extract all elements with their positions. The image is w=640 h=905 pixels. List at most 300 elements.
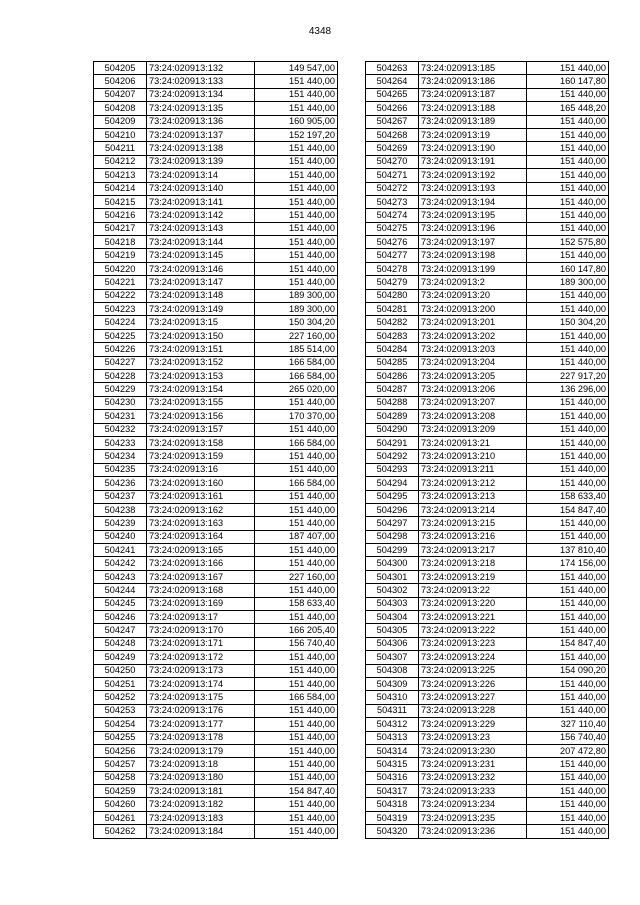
table-row	[366, 718, 609, 731]
row-number: 504299	[366, 544, 419, 557]
cadastral-number: 73:24:020913:205	[419, 369, 527, 382]
row-number: 504300	[366, 557, 419, 570]
row-number: 504251	[94, 677, 147, 690]
table-row	[366, 597, 609, 610]
cadastral-number: 73:24:020913:190	[419, 142, 527, 155]
cadastral-number: 73:24:020913:14	[147, 169, 255, 182]
cadastral-value: 151 440,00	[527, 624, 609, 637]
cadastral-value: 327 110,40	[527, 718, 609, 731]
cadastral-number: 73:24:020913:217	[419, 544, 527, 557]
cadastral-value: 152 575,80	[527, 236, 609, 249]
row-number: 504255	[94, 731, 147, 744]
cadastral-value: 151 440,00	[527, 410, 609, 423]
table-row	[366, 396, 609, 409]
cadastral-value: 151 440,00	[255, 798, 338, 811]
table-row	[94, 289, 338, 302]
cadastral-number: 73:24:020913:170	[147, 624, 255, 637]
cadastral-value: 151 440,00	[527, 169, 609, 182]
cadastral-number: 73:24:020913:144	[147, 236, 255, 249]
cadastral-value: 187 407,00	[255, 530, 338, 543]
row-number: 504211	[94, 142, 147, 155]
row-number: 504221	[94, 276, 147, 289]
cadastral-value: 151 440,00	[255, 825, 338, 838]
table-row	[366, 423, 609, 436]
row-number: 504280	[366, 289, 419, 302]
table-row	[94, 477, 338, 490]
table-row	[94, 128, 338, 141]
cadastral-number: 73:24:020913:151	[147, 343, 255, 356]
cadastral-value: 151 440,00	[255, 209, 338, 222]
cadastral-value: 151 440,00	[255, 155, 338, 168]
cadastral-value: 151 440,00	[527, 62, 609, 75]
table-row	[94, 195, 338, 208]
row-number: 504308	[366, 664, 419, 677]
cadastral-number: 73:24:020913:18	[147, 758, 255, 771]
cadastral-number: 73:24:020913:198	[419, 249, 527, 262]
cadastral-number: 73:24:020913:137	[147, 128, 255, 141]
cadastral-value: 151 440,00	[527, 436, 609, 449]
cadastral-number: 73:24:020913:162	[147, 503, 255, 516]
cadastral-value: 151 440,00	[527, 88, 609, 101]
cadastral-number: 73:24:020913:234	[419, 798, 527, 811]
row-number: 504306	[366, 637, 419, 650]
table-row	[94, 276, 338, 289]
row-number: 504229	[94, 383, 147, 396]
cadastral-number: 73:24:020913:218	[419, 557, 527, 570]
cadastral-value: 151 440,00	[255, 557, 338, 570]
cadastral-number: 73:24:020913:157	[147, 423, 255, 436]
row-number: 504219	[94, 249, 147, 262]
cadastral-value: 151 440,00	[255, 142, 338, 155]
row-number: 504317	[366, 785, 419, 798]
cadastral-number: 73:24:020913:168	[147, 584, 255, 597]
table-row	[366, 329, 609, 342]
table-row	[94, 450, 338, 463]
row-number: 504294	[366, 477, 419, 490]
table-row	[366, 758, 609, 771]
cadastral-value: 151 440,00	[255, 771, 338, 784]
cadastral-value: 151 440,00	[255, 262, 338, 275]
table-row	[94, 329, 338, 342]
table-row	[94, 530, 338, 543]
cadastral-number: 73:24:020913:176	[147, 704, 255, 717]
cadastral-number: 73:24:020913:184	[147, 825, 255, 838]
cadastral-number: 73:24:020913:231	[419, 758, 527, 771]
row-number: 504210	[94, 128, 147, 141]
table-row	[94, 356, 338, 369]
cadastral-value: 265 020,00	[255, 383, 338, 396]
cadastral-number: 73:24:020913:193	[419, 182, 527, 195]
cadastral-number: 73:24:020913:216	[419, 530, 527, 543]
table-row	[94, 771, 338, 784]
row-number: 504233	[94, 436, 147, 449]
row-number: 504260	[94, 798, 147, 811]
row-number: 504265	[366, 88, 419, 101]
cadastral-number: 73:24:020913:233	[419, 785, 527, 798]
table-row	[366, 343, 609, 356]
table-row	[94, 222, 338, 235]
cadastral-value: 151 440,00	[527, 477, 609, 490]
cadastral-value: 166 584,00	[255, 369, 338, 382]
cadastral-value: 156 740,40	[255, 637, 338, 650]
table-row	[94, 102, 338, 115]
table-row	[366, 195, 609, 208]
cadastral-number: 73:24:020913:208	[419, 410, 527, 423]
table-row	[94, 343, 338, 356]
cadastral-value: 160 147,80	[527, 75, 609, 88]
cadastral-number: 73:24:020913:203	[419, 343, 527, 356]
table-row	[366, 369, 609, 382]
parcel-table-right-body	[366, 62, 609, 839]
cadastral-number: 73:24:020913:154	[147, 383, 255, 396]
row-number: 504230	[94, 396, 147, 409]
cadastral-number: 73:24:020913:140	[147, 182, 255, 195]
row-number: 504304	[366, 611, 419, 624]
table-row	[94, 369, 338, 382]
row-number: 504263	[366, 62, 419, 75]
cadastral-number: 73:24:020913:169	[147, 597, 255, 610]
table-row	[94, 825, 338, 838]
cadastral-number: 73:24:020913:204	[419, 356, 527, 369]
table-row	[366, 530, 609, 543]
cadastral-value: 189 300,00	[255, 303, 338, 316]
cadastral-number: 73:24:020913:228	[419, 704, 527, 717]
cadastral-number: 73:24:020913:185	[419, 62, 527, 75]
row-number: 504320	[366, 825, 419, 838]
cadastral-value: 149 547,00	[255, 62, 338, 75]
table-row	[94, 88, 338, 101]
page-number: 4348	[308, 26, 332, 37]
cadastral-number: 73:24:020913:161	[147, 490, 255, 503]
cadastral-number: 73:24:020913:236	[419, 825, 527, 838]
table-row	[366, 436, 609, 449]
cadastral-number: 73:24:020913:158	[147, 436, 255, 449]
cadastral-value: 151 440,00	[527, 195, 609, 208]
cadastral-value: 151 440,00	[255, 463, 338, 476]
table-row	[366, 249, 609, 262]
table-row	[94, 597, 338, 610]
table-row	[366, 825, 609, 838]
row-number: 504279	[366, 276, 419, 289]
cadastral-value: 151 440,00	[527, 517, 609, 530]
row-number: 504258	[94, 771, 147, 784]
table-row	[366, 102, 609, 115]
row-number: 504241	[94, 544, 147, 557]
cadastral-value: 151 440,00	[255, 651, 338, 664]
table-row	[366, 303, 609, 316]
row-number: 504290	[366, 423, 419, 436]
cadastral-value: 151 440,00	[255, 544, 338, 557]
row-number: 504215	[94, 195, 147, 208]
cadastral-value: 151 440,00	[255, 222, 338, 235]
row-number: 504282	[366, 316, 419, 329]
cadastral-value: 158 633,40	[527, 490, 609, 503]
cadastral-value: 165 448,20	[527, 102, 609, 115]
cadastral-value: 151 440,00	[255, 182, 338, 195]
cadastral-number: 73:24:020913:209	[419, 423, 527, 436]
row-number: 504224	[94, 316, 147, 329]
row-number: 504275	[366, 222, 419, 235]
table-row	[94, 503, 338, 516]
table-row	[366, 463, 609, 476]
table-row	[366, 611, 609, 624]
row-number: 504218	[94, 236, 147, 249]
table-row	[94, 142, 338, 155]
row-number: 504245	[94, 597, 147, 610]
cadastral-value: 151 440,00	[255, 758, 338, 771]
cadastral-value: 170 370,00	[255, 410, 338, 423]
cadastral-number: 73:24:020913:212	[419, 477, 527, 490]
cadastral-number: 73:24:020913:197	[419, 236, 527, 249]
cadastral-number: 73:24:020913:210	[419, 450, 527, 463]
table-row	[366, 128, 609, 141]
cadastral-value: 151 440,00	[255, 75, 338, 88]
cadastral-value: 151 440,00	[255, 249, 338, 262]
table-row	[94, 209, 338, 222]
cadastral-value: 151 440,00	[527, 182, 609, 195]
row-number: 504212	[94, 155, 147, 168]
row-number: 504277	[366, 249, 419, 262]
cadastral-number: 73:24:020913:181	[147, 785, 255, 798]
row-number: 504284	[366, 343, 419, 356]
cadastral-number: 73:24:020913:199	[419, 262, 527, 275]
table-row	[94, 651, 338, 664]
cadastral-value: 151 440,00	[527, 811, 609, 824]
row-number: 504314	[366, 744, 419, 757]
cadastral-value: 151 440,00	[255, 503, 338, 516]
row-number: 504262	[94, 825, 147, 838]
row-number: 504289	[366, 410, 419, 423]
table-row	[366, 811, 609, 824]
cadastral-number: 73:24:020913:146	[147, 262, 255, 275]
row-number: 504286	[366, 369, 419, 382]
cadastral-number: 73:24:020913:133	[147, 75, 255, 88]
cadastral-value: 151 440,00	[255, 102, 338, 115]
cadastral-value: 151 440,00	[527, 651, 609, 664]
cadastral-number: 73:24:020913:159	[147, 450, 255, 463]
table-row	[366, 503, 609, 516]
cadastral-value: 154 847,40	[527, 503, 609, 516]
row-number: 504236	[94, 477, 147, 490]
row-number: 504261	[94, 811, 147, 824]
table-row	[94, 115, 338, 128]
cadastral-value: 151 440,00	[255, 490, 338, 503]
cadastral-value: 166 584,00	[255, 436, 338, 449]
table-row	[94, 490, 338, 503]
cadastral-number: 73:24:020913:160	[147, 477, 255, 490]
row-number: 504205	[94, 62, 147, 75]
table-row	[94, 798, 338, 811]
table-row	[94, 383, 338, 396]
row-number: 504228	[94, 369, 147, 382]
row-number: 504318	[366, 798, 419, 811]
table-row	[366, 62, 609, 75]
cadastral-value: 151 440,00	[527, 423, 609, 436]
cadastral-number: 73:24:020913:149	[147, 303, 255, 316]
row-number: 504281	[366, 303, 419, 316]
cadastral-number: 73:24:020913:148	[147, 289, 255, 302]
cadastral-value: 166 584,00	[255, 691, 338, 704]
table-row	[366, 785, 609, 798]
table-row	[366, 383, 609, 396]
row-number: 504250	[94, 664, 147, 677]
row-number: 504226	[94, 343, 147, 356]
cadastral-number: 73:24:020913:192	[419, 169, 527, 182]
cadastral-number: 73:24:020913:227	[419, 691, 527, 704]
cadastral-value: 151 440,00	[527, 785, 609, 798]
cadastral-value: 160 905,00	[255, 115, 338, 128]
cadastral-number: 73:24:020913:180	[147, 771, 255, 784]
cadastral-value: 151 440,00	[527, 691, 609, 704]
cadastral-value: 151 440,00	[255, 423, 338, 436]
row-number: 504206	[94, 75, 147, 88]
cadastral-value: 151 440,00	[527, 115, 609, 128]
table-row	[94, 570, 338, 583]
table-row	[366, 209, 609, 222]
cadastral-number: 73:24:020913:17	[147, 611, 255, 624]
cadastral-number: 73:24:020913:207	[419, 396, 527, 409]
table-row	[94, 718, 338, 731]
cadastral-number: 73:24:020913:152	[147, 356, 255, 369]
cadastral-value: 151 440,00	[255, 276, 338, 289]
cadastral-value: 151 440,00	[255, 731, 338, 744]
cadastral-number: 73:24:020913:141	[147, 195, 255, 208]
cadastral-value: 166 584,00	[255, 356, 338, 369]
cadastral-value: 151 440,00	[527, 222, 609, 235]
cadastral-number: 73:24:020913:187	[419, 88, 527, 101]
table-row	[94, 249, 338, 262]
table-row	[366, 356, 609, 369]
cadastral-number: 73:24:020913:165	[147, 544, 255, 557]
table-row	[366, 316, 609, 329]
cadastral-number: 73:24:020913:22	[419, 584, 527, 597]
row-number: 504292	[366, 450, 419, 463]
row-number: 504257	[94, 758, 147, 771]
cadastral-number: 73:24:020913:15	[147, 316, 255, 329]
row-number: 504271	[366, 169, 419, 182]
cadastral-value: 151 440,00	[255, 236, 338, 249]
table-row	[94, 463, 338, 476]
table-row	[94, 664, 338, 677]
row-number: 504252	[94, 691, 147, 704]
cadastral-value: 154 847,40	[255, 785, 338, 798]
cadastral-number: 73:24:020913:138	[147, 142, 255, 155]
cadastral-value: 151 440,00	[255, 811, 338, 824]
table-row	[366, 691, 609, 704]
row-number: 504268	[366, 128, 419, 141]
table-row	[94, 396, 338, 409]
cadastral-number: 73:24:020913:164	[147, 530, 255, 543]
table-row	[94, 611, 338, 624]
table-row	[94, 182, 338, 195]
cadastral-value: 151 440,00	[527, 611, 609, 624]
row-number: 504285	[366, 356, 419, 369]
cadastral-number: 73:24:020913:206	[419, 383, 527, 396]
cadastral-number: 73:24:020913:153	[147, 369, 255, 382]
parcel-table-left	[93, 61, 338, 839]
table-row	[366, 182, 609, 195]
cadastral-number: 73:24:020913:202	[419, 329, 527, 342]
table-row	[94, 544, 338, 557]
table-row	[94, 677, 338, 690]
cadastral-number: 73:24:020913:175	[147, 691, 255, 704]
table-row	[94, 704, 338, 717]
cadastral-value: 151 440,00	[527, 798, 609, 811]
table-row	[366, 75, 609, 88]
cadastral-number: 73:24:020913:222	[419, 624, 527, 637]
cadastral-value: 151 440,00	[255, 450, 338, 463]
cadastral-number: 73:24:020913:220	[419, 597, 527, 610]
cadastral-number: 73:24:020913:229	[419, 718, 527, 731]
table-row	[366, 584, 609, 597]
table-row	[366, 517, 609, 530]
row-number: 504278	[366, 262, 419, 275]
table-row	[94, 811, 338, 824]
cadastral-number: 73:24:020913:232	[419, 771, 527, 784]
table-row	[94, 731, 338, 744]
cadastral-number: 73:24:020913:173	[147, 664, 255, 677]
cadastral-value: 166 584,00	[255, 477, 338, 490]
cadastral-value: 154 090,20	[527, 664, 609, 677]
row-number: 504264	[366, 75, 419, 88]
cadastral-value: 150 304,20	[255, 316, 338, 329]
cadastral-value: 151 440,00	[527, 597, 609, 610]
cadastral-number: 73:24:020913:167	[147, 570, 255, 583]
table-row	[366, 88, 609, 101]
cadastral-value: 151 440,00	[255, 744, 338, 757]
row-number: 504307	[366, 651, 419, 664]
cadastral-value: 160 147,80	[527, 262, 609, 275]
cadastral-number: 73:24:020913:134	[147, 88, 255, 101]
table-row	[366, 450, 609, 463]
cadastral-number: 73:24:020913:221	[419, 611, 527, 624]
table-row	[366, 637, 609, 650]
cadastral-value: 151 440,00	[527, 303, 609, 316]
row-number: 504312	[366, 718, 419, 731]
cadastral-number: 73:24:020913:196	[419, 222, 527, 235]
cadastral-number: 73:24:020913:223	[419, 637, 527, 650]
table-row	[366, 570, 609, 583]
table-row	[94, 624, 338, 637]
cadastral-number: 73:24:020913:214	[419, 503, 527, 516]
cadastral-number: 73:24:020913:16	[147, 463, 255, 476]
cadastral-number: 73:24:020913:21	[419, 436, 527, 449]
row-number: 504231	[94, 410, 147, 423]
cadastral-value: 227 917,20	[527, 369, 609, 382]
row-number: 504239	[94, 517, 147, 530]
row-number: 504242	[94, 557, 147, 570]
row-number: 504305	[366, 624, 419, 637]
table-row	[94, 75, 338, 88]
cadastral-number: 73:24:020913:195	[419, 209, 527, 222]
row-number: 504249	[94, 651, 147, 664]
row-number: 504298	[366, 530, 419, 543]
cadastral-number: 73:24:020913:191	[419, 155, 527, 168]
cadastral-value: 151 440,00	[527, 209, 609, 222]
cadastral-value: 151 440,00	[255, 584, 338, 597]
cadastral-value: 151 440,00	[527, 771, 609, 784]
cadastral-number: 73:24:020913:188	[419, 102, 527, 115]
row-number: 504253	[94, 704, 147, 717]
row-number: 504315	[366, 758, 419, 771]
table-row	[94, 423, 338, 436]
cadastral-value: 151 440,00	[527, 396, 609, 409]
cadastral-value: 151 440,00	[527, 704, 609, 717]
row-number: 504213	[94, 169, 147, 182]
cadastral-number: 73:24:020913:194	[419, 195, 527, 208]
cadastral-value: 151 440,00	[527, 584, 609, 597]
table-row	[366, 624, 609, 637]
